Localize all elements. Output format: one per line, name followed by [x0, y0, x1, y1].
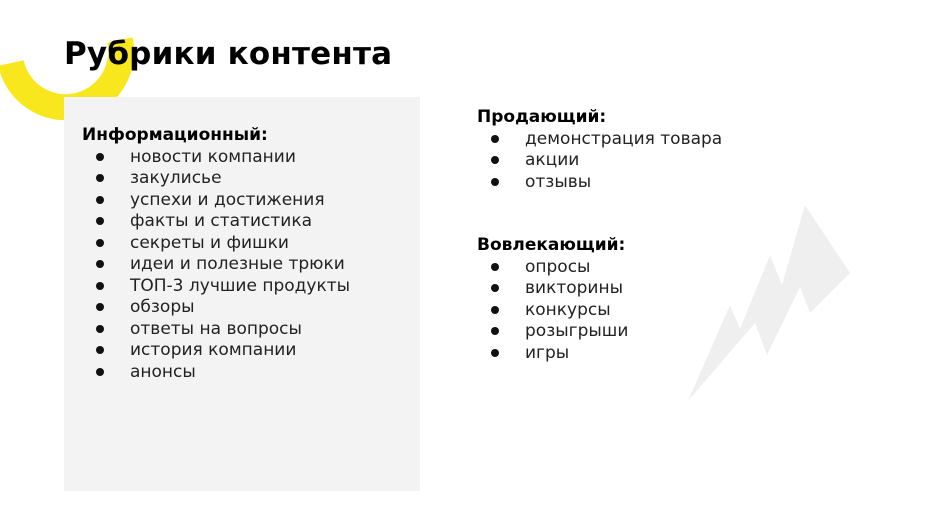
- list-item-label: секреты и фишки: [130, 232, 289, 253]
- list-item: [82, 254, 350, 276]
- list-item: [82, 297, 350, 319]
- list-item: [82, 275, 350, 297]
- section-informational: [82, 124, 350, 383]
- bullet-icon: [96, 368, 104, 376]
- bullet-icon: [491, 263, 499, 271]
- bullet-icon: [491, 349, 499, 357]
- list-item-label: успехи и достижения: [130, 189, 325, 210]
- list-item-label: конкурсы: [525, 299, 611, 320]
- bullet-icon: [96, 282, 104, 290]
- list-item: [82, 232, 350, 254]
- list-item-label: новости компании: [130, 146, 296, 167]
- section-engaging: [477, 234, 628, 364]
- bullet-icon: [96, 325, 104, 333]
- selling-list: [477, 128, 722, 193]
- list-item: [477, 256, 628, 278]
- list-item-label: история компании: [130, 340, 297, 361]
- list-item-label: викторины: [525, 278, 624, 299]
- section-heading-engaging: Вовлекающий:: [477, 235, 626, 255]
- list-item-label: игры: [525, 342, 570, 363]
- informational-list: [82, 146, 350, 383]
- list-item: [477, 128, 722, 150]
- list-item-label: опросы: [525, 256, 591, 277]
- bullet-icon: [491, 306, 499, 314]
- bullet-icon: [96, 217, 104, 225]
- list-item-label: розыгрыши: [525, 321, 629, 342]
- list-item: [82, 189, 350, 211]
- list-item: [82, 361, 350, 383]
- list-item: [82, 318, 350, 340]
- engaging-list: [477, 256, 628, 364]
- bullet-icon: [96, 346, 104, 354]
- bullet-icon: [96, 174, 104, 182]
- bullet-icon: [96, 239, 104, 247]
- bullet-icon: [491, 327, 499, 335]
- list-item-label: акции: [525, 150, 580, 171]
- list-item: [477, 171, 722, 193]
- page-title: Рубрики контента: [64, 36, 393, 72]
- list-item: [82, 340, 350, 362]
- section-heading-selling: Продающий:: [477, 107, 607, 127]
- list-item-label: ответы на вопросы: [130, 318, 302, 339]
- list-item: [82, 211, 350, 233]
- bullet-icon: [491, 284, 499, 292]
- list-item-label: идеи и полезные трюки: [130, 254, 345, 275]
- section-heading-informational: Информационный:: [82, 125, 268, 145]
- list-item-label: анонсы: [130, 361, 196, 382]
- list-item: [477, 278, 628, 300]
- list-item-label: демонстрация товара: [525, 128, 723, 149]
- bullet-icon: [96, 153, 104, 161]
- bullet-icon: [96, 303, 104, 311]
- list-item-label: ТОП-3 лучшие продукты: [130, 275, 351, 296]
- lightning-bolt-icon: [685, 205, 850, 405]
- list-item-label: обзоры: [130, 297, 195, 318]
- list-item-label: отзывы: [525, 171, 592, 192]
- bullet-icon: [491, 178, 499, 186]
- section-selling: [477, 106, 722, 193]
- list-item: [477, 299, 628, 321]
- list-item: [477, 321, 628, 343]
- bullet-icon: [96, 196, 104, 204]
- bullet-icon: [491, 135, 499, 143]
- bullet-icon: [96, 260, 104, 268]
- list-item-label: закулисье: [130, 168, 222, 189]
- list-item-label: факты и статистика: [130, 211, 313, 232]
- list-item: [82, 146, 350, 168]
- bullet-icon: [491, 156, 499, 164]
- list-item: [477, 342, 628, 364]
- list-item: [82, 168, 350, 190]
- list-item: [477, 150, 722, 172]
